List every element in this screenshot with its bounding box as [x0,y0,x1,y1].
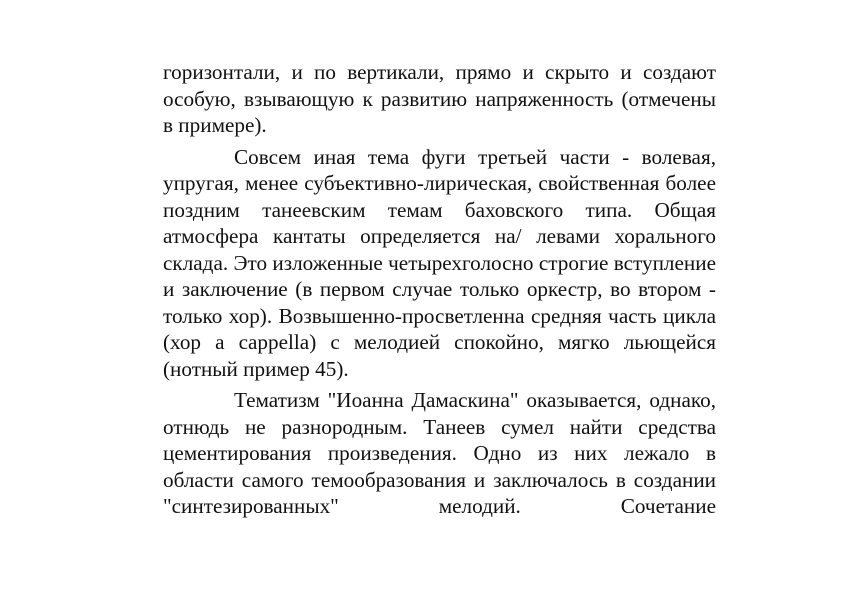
paragraph-1: горизонтали, и по вертикали, прямо и скрыто и создают особую, взывающую к развитию напряженность (отмечены в примере). [163,60,716,137]
paragraph-3: Тематизм "Иоанна Дамаскина" оказывается, однако, отнюдь не разнородным. Танеев сумел найти средства цементирования произведения. Одно из них лежало в области самого темообразования и заключалось в создании "синтезированных" мелодий. Сочетание [163,388,716,518]
body-text [163,59,716,520]
paragraph-2: Совсем иная тема фуги третьей части - волевая, упругая, менее субъективно-лирическая, свойственная более поздним танеевским темам баховского типа. Общая атмосфера кантаты определяется на/ левами хорального склада. Это изложенные четырехголосно строгие вступление и заключение (в первом случае только оркестр, во втором - только хор). Возвышенно-просветленна средняя часть цикла (хор a cappella) с мелодией спокойно, мягко льющейся (нотный пример 45). [163,144,716,381]
